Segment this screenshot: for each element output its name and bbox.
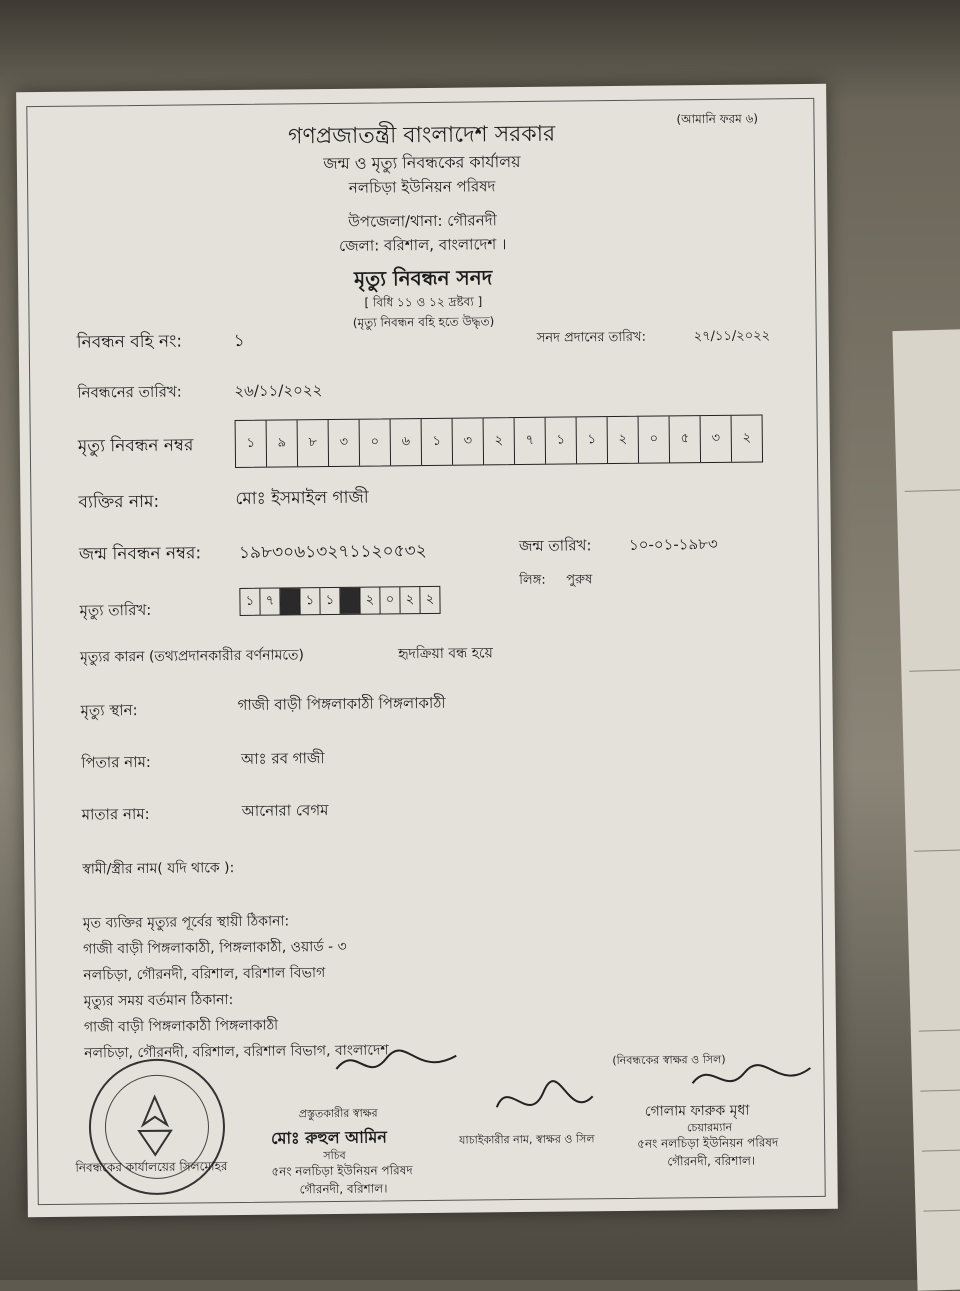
current-address-label: মৃত্যুর সময় বর্তমান ঠিকানা: bbox=[83, 992, 234, 1010]
reg-digit-cell: ৩ bbox=[701, 416, 732, 462]
union-name: নলচিড়া ইউনিয়ন পরিষদ bbox=[348, 177, 496, 197]
secretary-office: ৫নং নলচিড়া ইউনিয়ন পরিষদ bbox=[271, 1163, 413, 1179]
office-name: জন্ম ও মৃত্যু নিবন্ধকের কার্যালয় bbox=[323, 151, 521, 174]
spouse-label: স্বামী/স্ত্রীর নাম( যদি থাকে ): bbox=[82, 860, 235, 878]
date-digit-cell: ২ bbox=[400, 587, 420, 613]
reg-digit-cell: ১ bbox=[236, 421, 267, 467]
death-cause: হৃদক্রিয়া বন্ধ হয়ে bbox=[397, 645, 493, 663]
checker-label: যাচাইকারীর নাম, স্বাক্ষর ও সিল bbox=[459, 1132, 595, 1147]
reg-digit-cell: ০ bbox=[639, 416, 670, 462]
date-digit-cell: ২ bbox=[360, 587, 380, 613]
preparer-label: প্রস্তুতকারীর স্বাক্ষর bbox=[298, 1106, 378, 1121]
reg-digit-cell: ৫ bbox=[670, 416, 701, 462]
reg-digit-cell: ১ bbox=[422, 419, 453, 465]
date-digit-cell: ৭ bbox=[260, 589, 280, 615]
district: জেলা: বরিশাল, বাংলাদেশ । bbox=[339, 235, 507, 255]
birth-reg-no: ১৯৮৩০৬১৩২৭১১২০৫৩২ bbox=[238, 540, 427, 563]
registration-date: ২৬/১১/২০২২ bbox=[234, 381, 323, 401]
date-of-birth: ১০-০১-১৯৮৩ bbox=[628, 534, 718, 554]
government-title: গণপ্রজাতন্ত্রী বাংলাদেশ সরকার bbox=[287, 121, 556, 150]
permanent-address-line1: গাজী বাড়ী পিঙ্গলাকাঠী, পিঙ্গলাকাঠী, ওয়ার্ড - ৩ bbox=[83, 938, 347, 958]
issue-date-label: সনদ প্রদানের তারিখ: bbox=[536, 329, 647, 346]
name-label: ব্যক্তির নাম: bbox=[78, 491, 160, 513]
date-digit-cell: ১ bbox=[240, 589, 260, 615]
death-certificate bbox=[16, 84, 838, 1217]
reg-digit-cell: ৯ bbox=[267, 420, 298, 466]
date-digit-cell: ২ bbox=[425, 591, 435, 607]
secretary-place: গৌরনদী, বরিশাল। bbox=[299, 1181, 388, 1197]
secretary-name: মোঃ রুহুল আমিন bbox=[270, 1127, 387, 1148]
registration-date-label: নিবন্ধনের তারিখ: bbox=[77, 382, 182, 402]
registrar-label: (নিবন্ধকের স্বাক্ষর ও সিল) bbox=[612, 1052, 726, 1068]
mother-name: আনোরা বেগম bbox=[241, 801, 329, 820]
birth-reg-label: জন্ম নিবন্ধন নম্বর: bbox=[78, 543, 202, 565]
date-digit-cell: ১ bbox=[300, 588, 320, 614]
preparer-signature bbox=[326, 1038, 467, 1089]
rule-reference: [ বিধি ১১ ও ১২ দ্রষ্টব্য ] bbox=[364, 294, 483, 310]
date-digit-cell: ০ bbox=[380, 587, 400, 613]
permanent-address-line2: নলচিড়া, গৌরনদী, বরিশাল, বরিশাল বিভাগ bbox=[83, 965, 326, 984]
father-label: পিতার নাম: bbox=[81, 752, 152, 772]
reg-digit-cell: ৩ bbox=[329, 420, 360, 466]
date-digit-cell: ১ bbox=[320, 588, 340, 614]
reg-digit-cell: ১ bbox=[546, 417, 577, 463]
book-no-label: নিবন্ধন বহি নং: bbox=[76, 331, 183, 353]
reg-digit-cell: ১ bbox=[577, 417, 608, 463]
current-address-line1: গাজী বাড়ী পিঙ্গলাকাঠী পিঙ্গলাকাঠী bbox=[83, 1017, 279, 1036]
reg-digit-cell: ২ bbox=[742, 430, 752, 446]
gender-label: লিঙ্গ: bbox=[519, 572, 546, 589]
death-date-boxes bbox=[239, 586, 440, 616]
date-separator-cell bbox=[340, 588, 360, 614]
checker-signature bbox=[488, 1076, 599, 1127]
upazila: উপজেলা/থানা: গৌরনদী bbox=[348, 211, 497, 231]
reg-digit-cell: ৭ bbox=[515, 418, 546, 464]
reg-digit-cell: ৩ bbox=[453, 418, 484, 464]
book-no: ১ bbox=[233, 330, 245, 352]
date-separator-cell bbox=[280, 588, 300, 614]
registrar-office: ৫নং নলচিড়া ইউনিয়ন পরিষদ bbox=[637, 1135, 779, 1151]
cause-label: মৃত্যুর কারন (তথ্যপ্রদানকারীর বর্ণনামতে) bbox=[79, 647, 305, 666]
seal-caption: নিবন্ধকের কার্যালয়ের সিলমোহর bbox=[75, 1159, 228, 1175]
current-address-line2: নলচিড়া, গৌরনদী, বরিশাল, বরিশাল বিভাগ, বাংলাদেশ bbox=[84, 1042, 389, 1062]
place-label: মৃত্যু স্থান: bbox=[80, 701, 138, 720]
registrar-title: চেয়ারম্যান bbox=[686, 1120, 733, 1135]
reg-digit-cell: ৬ bbox=[391, 419, 422, 465]
issue-date: ২৭/১১/২০২২ bbox=[693, 328, 771, 345]
person-name: মোঃ ইসমাইল গাজী bbox=[235, 487, 369, 509]
reg-digit-cell: ২ bbox=[484, 418, 515, 464]
reg-digit-cell: ২ bbox=[608, 417, 639, 463]
death-date-label: মৃত্যু তারিখ: bbox=[79, 600, 152, 620]
registrar-signature bbox=[686, 1054, 816, 1099]
registrar-place: গৌরনদী, বরিশাল। bbox=[667, 1153, 756, 1169]
reg-digit-cell: ০ bbox=[360, 419, 391, 465]
permanent-address-label: মৃত ব্যক্তির মৃত্যুর পূর্বের স্থায়ী ঠিকানা: bbox=[82, 913, 290, 932]
death-place: গাজী বাড়ী পিঙ্গলাকাঠী পিঙ্গলাকাঠী bbox=[237, 693, 446, 714]
dob-label: জন্ম তারিখ: bbox=[518, 536, 592, 556]
gender: পুরুষ bbox=[566, 572, 593, 588]
reg-digit-cell: ৮ bbox=[298, 420, 329, 466]
document-title: মৃত্যু নিবন্ধন সনদ bbox=[353, 265, 493, 291]
source-note: (মৃত্যু নিবন্ধন বহি হতে উদ্ধৃত) bbox=[352, 314, 495, 330]
secretary-title: সচিব bbox=[323, 1148, 346, 1163]
death-reg-no-boxes bbox=[235, 414, 763, 468]
father-name: আঃ রব গাজী bbox=[241, 749, 325, 768]
registrar-name: গোলাম ফারুক মৃধা bbox=[644, 1102, 750, 1120]
death-reg-no-label: মৃত্যু নিবন্ধন নম্বর bbox=[77, 435, 194, 457]
mother-label: মাতার নাম: bbox=[81, 804, 150, 824]
form-code: (আমানি ফরম ৬) bbox=[676, 111, 759, 127]
